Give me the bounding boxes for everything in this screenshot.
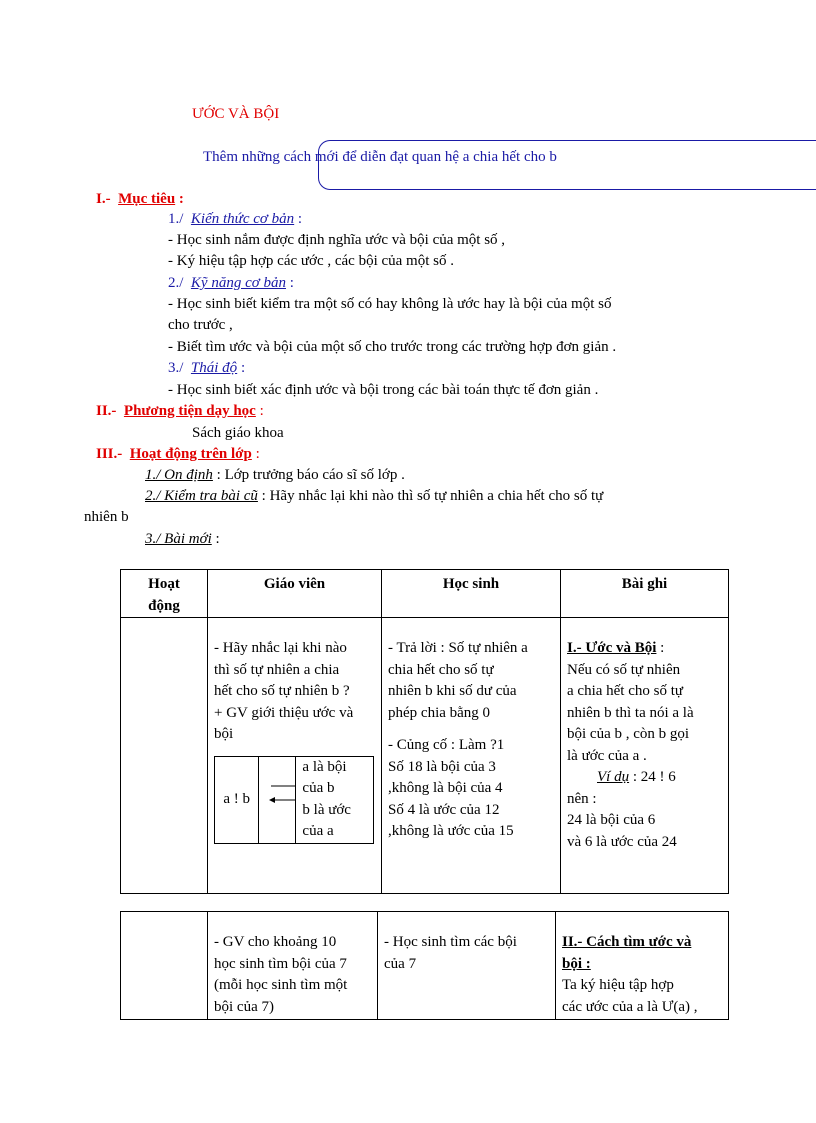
cell-teacher — [208, 618, 382, 894]
activity-2-cont: nhiên b — [84, 509, 129, 525]
objective-line: cho trước , — [168, 317, 233, 333]
cell-teacher — [208, 912, 378, 1020]
notes-line: các ước của a là Ư(a) , — [562, 998, 698, 1015]
arrow-icon — [259, 776, 295, 816]
activity-3: 3./ Bài mới : — [145, 531, 220, 547]
student-line: Số 4 là ước của 12 — [388, 801, 500, 818]
section-1-heading: I.- Mục tiêu : — [96, 191, 184, 207]
callout-text: Thêm những cách mới để diễn đạt quan hệ a chia hết cho b — [203, 149, 557, 165]
cell-activity — [121, 912, 208, 1020]
diagram-right: a là bội của b b là ước của a — [296, 756, 374, 843]
teacher-line: + GV giới thiệu ước và — [214, 704, 354, 721]
diagram-arrows — [259, 756, 296, 843]
activity-2: 2./ Kiểm tra bài cũ : Hãy nhắc lại khi nào thì số tự nhiên a chia hết cho số tự — [145, 488, 604, 504]
cell-notes — [561, 618, 729, 894]
notes-example: Ví dụ : 24 ! 6 — [597, 769, 676, 785]
objective-line: - Học sinh nắm được định nghĩa ước và bội của một số , — [168, 232, 506, 248]
page-title: ƯỚC VÀ BỘI — [192, 106, 280, 122]
student-line: của 7 — [384, 955, 417, 972]
notes-title: I.- Ước và Bội : — [567, 640, 665, 656]
teacher-line: học sinh tìm bội của 7 — [214, 955, 347, 972]
teacher-line: bội của 7) — [214, 998, 274, 1015]
notes-line: và 6 là ước của 24 — [567, 833, 677, 850]
notes-line: nhiên b thì ta nói a là — [567, 704, 694, 721]
cell-student — [382, 618, 561, 894]
notes-line: 24 là bội của 6 — [567, 812, 656, 828]
notes-line: Ta ký hiệu tập hợp — [562, 977, 674, 993]
objective-line: - Học sinh biết xác định ước và bội trong các bài toán thực tế đơn giản . — [168, 382, 599, 398]
student-line: nhiên b khi số dư của — [388, 683, 517, 699]
teacher-line: (mỗi học sinh tìm một — [214, 977, 348, 993]
notes-line: là ước của a . — [567, 747, 647, 764]
teacher-line: - GV cho khoảng 10 — [214, 934, 337, 950]
header-hoc-sinh: Học sinh — [382, 570, 561, 618]
lesson-table-1 — [120, 569, 729, 894]
notes-line: nên : — [567, 790, 597, 807]
student-line: ,không là ước của 15 — [388, 823, 514, 839]
cell-activity — [121, 618, 208, 894]
notes-line: Nếu có số tự nhiên — [567, 661, 681, 678]
student-line: Số 18 là bội của 3 — [388, 758, 496, 775]
teacher-line: hết cho số tự nhiên b ? — [214, 683, 350, 699]
diagram-left: a ! b — [215, 756, 259, 843]
cell-notes — [556, 912, 729, 1020]
subsection-1-2: 2./ Kỹ năng cơ bản : — [168, 275, 294, 291]
student-line: - Học sinh tìm các bội — [384, 934, 517, 950]
student-line: phép chia bằng 0 — [388, 704, 491, 721]
notes-title-cont: bội : — [562, 955, 591, 972]
section-2-heading: II.- Phương tiện dạy học : — [96, 403, 264, 419]
subsection-1-3: 3./ Thái độ : — [168, 360, 246, 376]
header-giao-vien: Giáo viên — [208, 570, 382, 618]
notes-title: II.- Cách tìm ước và — [562, 934, 692, 950]
teacher-line: thì số tự nhiên a chia — [214, 661, 340, 678]
student-line: ,không là bội của 4 — [388, 780, 503, 796]
student-line: - Củng cố : Làm ?1 — [388, 737, 505, 753]
subsection-1-1: 1./ Kiến thức cơ bản : — [168, 211, 303, 227]
student-line: - Trả lời : Số tự nhiên a — [388, 640, 528, 656]
objective-line: - Biết tìm ước và bội của một số cho trước trong các trường hợp đơn giản . — [168, 339, 617, 355]
activity-1: 1./ On định : Lớp trưởng báo cáo sĩ số lớp . — [145, 467, 405, 483]
notes-line: a chia hết cho số tự — [567, 683, 684, 699]
divisibility-diagram — [214, 756, 374, 844]
cell-student — [378, 912, 556, 1020]
teacher-line: - Hãy nhắc lại khi nào — [214, 640, 347, 656]
teacher-line: bội — [214, 726, 234, 742]
materials-line: Sách giáo khoa — [192, 425, 284, 441]
student-line: chia hết cho số tự — [388, 661, 494, 678]
objective-line: - Học sinh biết kiểm tra một số có hay không là ước hay là bội của một số — [168, 296, 612, 312]
header-bai-ghi: Bài ghi — [561, 570, 729, 618]
notes-line: bội của b , còn b gọi — [567, 726, 690, 742]
header-hoat-dong: Hoạt động — [121, 570, 208, 618]
lesson-table-2 — [120, 911, 729, 1020]
objective-line: - Ký hiệu tập hợp các ước , các bội của một số . — [168, 253, 454, 269]
section-3-heading: III.- Hoạt động trên lớp : — [96, 446, 260, 462]
